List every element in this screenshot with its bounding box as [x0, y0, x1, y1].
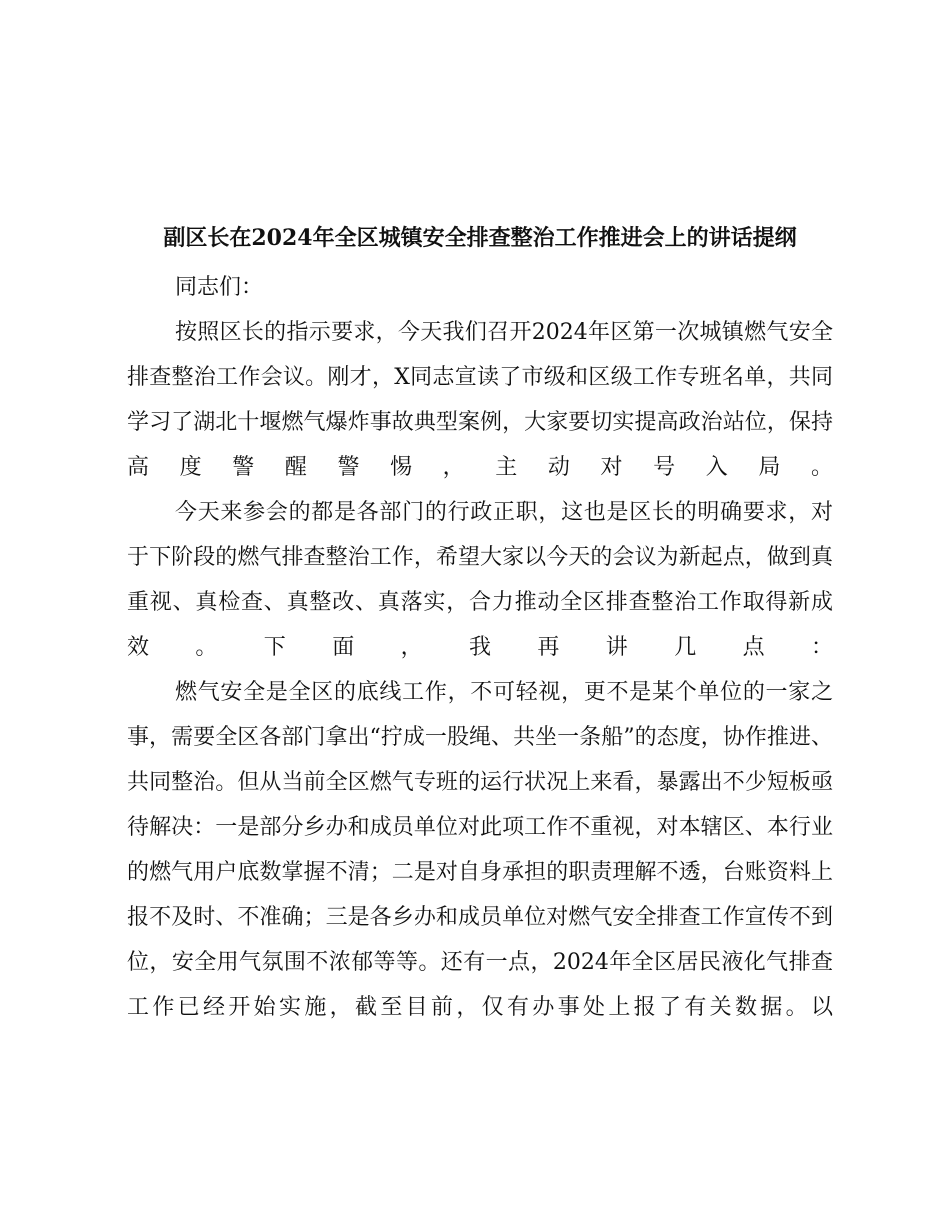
- paragraph-2: 今天来参会的都是各部门的行政正职，这也是区长的明确要求，对于下阶段的燃气排查整治工作，希望大家以今天的会议为新起点，做到真重视、真检查、真整改、真落实，合力推动全区排查整治工作取得新成效。下面，我再讲几点：: [127, 500, 833, 660]
- document-body: [127, 265, 833, 1030]
- paragraph-1: 按照区长的指示要求，今天我们召开2024年区第一次城镇燃气安全排查整治工作会议。刚才，X同志宣读了市级和区级工作专班名单，共同学习了湖北十堰燃气爆炸事故典型案例，大家要切实提高政治站位，保持高度警醒警惕，主动对号入局。: [127, 320, 833, 480]
- salutation: 同志们：: [175, 275, 264, 300]
- document-title: 副区长在2024年全区城镇安全排查整治工作推进会上的讲话提纲: [163, 225, 797, 251]
- paragraph-3: 燃气安全是全区的底线工作，不可轻视，更不是某个单位的一家之事，需要全区各部门拿出“拧成一股绳、共坐一条船”的态度，协作推进、共同整治。但从当前全区燃气专班的运行状况上来看，暴露出不少短板亟待解决：一是部分乡办和成员单位对此项工作不重视，对本辖区、本行业的燃气用户底数掌握不清；二是对自身承担的职责理解不透，台账资料上报不及时、不准确；三是各乡办和成员单位对燃气安全排查工作宣传不到位，安全用气氛围不浓郁等等。还有一点，2024年全区居民液化气排查工作已经开始实施，截至目前，仅有办事处上报了有关数据。以: [127, 680, 833, 1020]
